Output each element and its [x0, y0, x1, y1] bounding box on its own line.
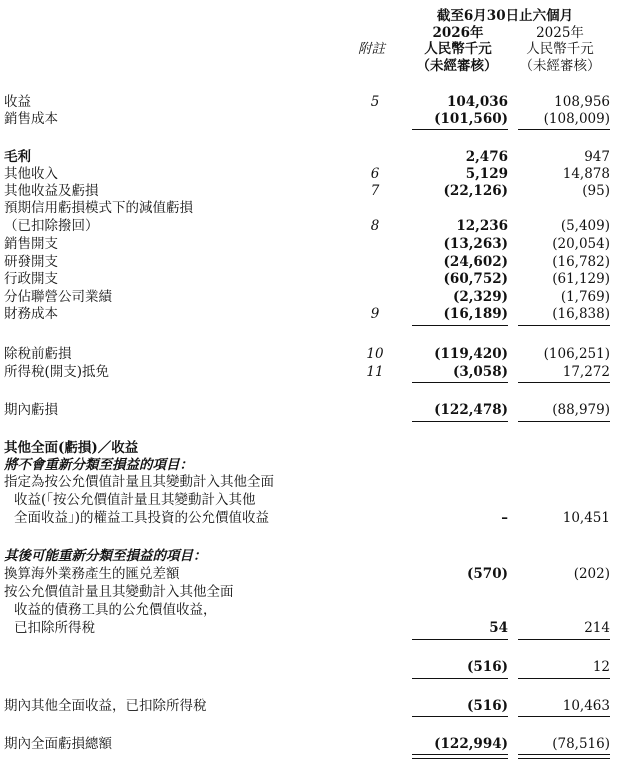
rule-2026: [412, 678, 508, 679]
row-label-gross-profit: 毛利: [4, 149, 31, 165]
note-revenue: 5: [370, 94, 380, 110]
value-2025-subtotal: 12: [592, 659, 610, 675]
row-label-fvtoci-equity-line3: 全面收益」)的權益工具投資的公允價值收益: [14, 510, 270, 526]
value-2025-revenue: 108,956: [554, 94, 610, 110]
row-label-loss: 期內虧損: [4, 402, 58, 418]
rule-2025: [518, 382, 610, 383]
value-2025-admin: (61,129): [552, 271, 610, 287]
rule-2026: [412, 382, 508, 383]
row-label-associate: 分佔聯營公司業績: [4, 289, 112, 305]
value-2025-fx: (202): [573, 566, 610, 582]
row-label-admin: 行政開支: [4, 271, 58, 287]
row-label-fvtoci-debt-line3: 已扣除所得稅: [14, 620, 95, 636]
year-2025: 2025年: [536, 25, 584, 41]
rule-2025: [518, 129, 610, 130]
row-label-fvtoci-debt-line1: 按公允價值計量且其變動計入其他全面: [4, 584, 234, 600]
value-2025-selling: (20,054): [552, 236, 610, 252]
value-2025-ecl: (5,409): [560, 218, 610, 234]
value-2026-associate: (2,329): [452, 289, 508, 305]
subsection-may-reclassify: 其後可能重新分類至損益的項目：: [4, 548, 207, 564]
rule-2025: [518, 678, 610, 679]
year-2026: 2026年: [432, 25, 484, 41]
audit-2025: （未經審核）: [519, 58, 601, 74]
row-label-other-gains: 其他收益及虧損: [4, 183, 99, 199]
value-2026-fx: (570): [467, 566, 508, 582]
value-2026-rnd: (24,602): [443, 254, 508, 270]
rule-2026: [412, 716, 508, 717]
double-rule-2025: [518, 754, 610, 759]
value-2026-other-gains: (22,126): [443, 183, 508, 199]
value-2026-gross-profit: 2,476: [465, 149, 508, 165]
row-label-total-ci: 期內全面虧損總額: [4, 736, 112, 752]
value-2025-other-income: 14,878: [562, 166, 610, 182]
rule-2025: [518, 716, 610, 717]
row-label-selling: 銷售開支: [4, 236, 58, 252]
value-2026-pretax: (119,420): [434, 346, 508, 362]
value-2026-finance: (16,189): [443, 306, 508, 322]
value-2026-ecl: 12,236: [456, 218, 508, 234]
value-2026-revenue: 104,036: [446, 94, 508, 110]
note-other-income: 6: [370, 166, 380, 182]
audit-2026: （未經審核）: [416, 58, 498, 74]
row-label-cost-of-sales: 銷售成本: [4, 111, 58, 127]
rule-2025: [518, 639, 610, 640]
value-2026-fvtoci-equity: –: [501, 510, 508, 526]
value-2026-admin: (60,752): [443, 271, 508, 287]
value-2026-oci-total: (516): [467, 698, 508, 714]
row-label-fvtoci-equity-line1: 指定為按公允價值計量且其變動計入其他全面: [4, 474, 274, 490]
row-label-tax: 所得稅(開支)抵免: [4, 364, 110, 380]
value-2026-loss: (122,478): [434, 402, 508, 418]
period-header: 截至6月30日止六個月: [436, 8, 574, 24]
value-2025-fvtoci-equity: 10,451: [562, 510, 610, 526]
value-2026-selling: (13,263): [443, 236, 508, 252]
value-2025-cost-of-sales: (108,009): [543, 111, 610, 127]
value-2025-oci-total: 10,463: [562, 698, 610, 714]
value-2025-gross-profit: 947: [584, 149, 610, 165]
note-ecl: 8: [370, 218, 380, 234]
value-2025-tax: 17,272: [562, 364, 610, 380]
value-2025-other-gains: (95): [582, 183, 610, 199]
row-label-other-income: 其他收入: [4, 166, 58, 182]
row-label-ecl-line2: （已扣除撥回）: [4, 218, 99, 234]
section-title-oci: 其他全面(虧損)／收益: [4, 440, 139, 456]
rule-2026: [412, 639, 508, 640]
row-label-oci-total: 期內其他全面收益，已扣除所得稅: [4, 698, 207, 714]
value-2025-finance: (16,838): [552, 306, 610, 322]
row-label-fvtoci-equity-line2: 收益(「按公允價值計量且其變動計入其他: [14, 492, 256, 508]
note-tax: 11: [366, 364, 384, 380]
row-label-finance: 財務成本: [4, 306, 58, 322]
value-2026-cost-of-sales: (101,560): [434, 111, 508, 127]
row-label-revenue: 收益: [4, 94, 31, 110]
unit-2026: 人民幣千元: [424, 41, 492, 57]
rule-2026: [412, 325, 508, 326]
row-label-pretax: 除稅前虧損: [4, 346, 72, 362]
note-other-gains: 7: [370, 183, 380, 199]
rule-2026: [412, 421, 508, 422]
subsection-not-reclassified: 將不會重新分類至損益的項目：: [4, 457, 193, 473]
value-2025-associate: (1,769): [560, 289, 610, 305]
value-2025-fvtoci-debt: 214: [584, 620, 610, 636]
double-rule-2026: [412, 754, 508, 759]
row-label-fvtoci-debt-line2: 收益的債務工具的公允價值收益，: [14, 602, 217, 618]
value-2026-total-ci: (122,994): [434, 736, 508, 752]
row-label-ecl: 預期信用虧損模式下的減值虧損: [4, 200, 193, 216]
value-2026-subtotal: (516): [467, 659, 508, 675]
row-label-rnd: 研發開支: [4, 254, 58, 270]
value-2025-loss: (88,979): [552, 402, 610, 418]
value-2026-fvtoci-debt: 54: [489, 620, 508, 636]
note-column-label: 附註: [358, 41, 385, 57]
value-2025-pretax: (106,251): [543, 346, 610, 362]
row-label-fx: 換算海外業務產生的匯兑差額: [4, 566, 180, 582]
note-finance: 9: [370, 306, 380, 322]
value-2025-rnd: (16,782): [552, 254, 610, 270]
rule-2026: [412, 129, 508, 130]
value-2025-total-ci: (78,516): [552, 736, 610, 752]
value-2026-tax: (3,058): [452, 364, 508, 380]
rule-2025: [518, 325, 610, 326]
rule-2025: [518, 421, 610, 422]
note-pretax: 10: [366, 346, 384, 362]
value-2026-other-income: 5,129: [465, 166, 508, 182]
unit-2025: 人民幣千元: [526, 41, 594, 57]
